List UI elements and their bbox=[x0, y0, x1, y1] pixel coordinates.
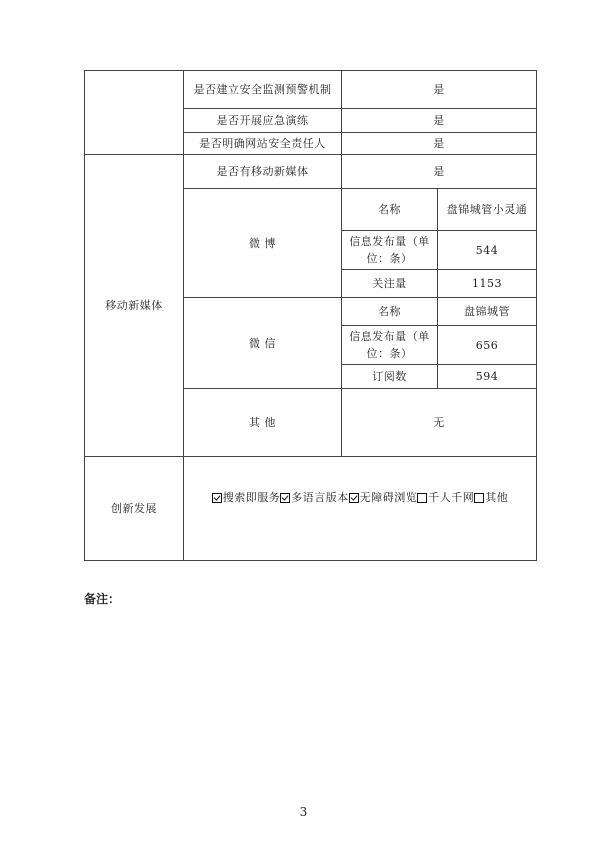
wechat-posts-value: 656 bbox=[438, 326, 537, 365]
note-label: 备注： bbox=[84, 592, 121, 606]
blank-section-cell bbox=[85, 71, 184, 155]
wechat-name-value: 盘锦城管 bbox=[438, 298, 537, 326]
other-value: 无 bbox=[342, 389, 537, 457]
weibo-posts-value: 544 bbox=[438, 231, 537, 270]
weibo-name-value: 盘锦城管小灵通 bbox=[438, 189, 537, 231]
has-mobile-value: 是 bbox=[342, 155, 537, 189]
wechat-subs-value: 594 bbox=[438, 365, 537, 389]
wechat-posts-label: 信息发布量（单位：条） bbox=[342, 326, 438, 365]
wechat-subs-label: 订阅数 bbox=[342, 365, 438, 389]
option-multilanguage[interactable]: 多语言版本 bbox=[280, 489, 349, 506]
other-label: 其 他 bbox=[184, 389, 342, 457]
option-other[interactable]: 其他 bbox=[474, 489, 508, 506]
innovation-label: 创新发展 bbox=[85, 457, 184, 561]
report-table bbox=[84, 70, 537, 561]
wechat-label: 微 信 bbox=[184, 298, 342, 389]
option-search-service[interactable]: 搜索即服务 bbox=[212, 489, 281, 506]
row-value: 是 bbox=[342, 133, 537, 155]
checkbox-icon bbox=[417, 493, 427, 503]
weibo-name-label: 名称 bbox=[342, 189, 438, 231]
weibo-label: 微 博 bbox=[184, 189, 342, 298]
innovation-options bbox=[184, 457, 537, 561]
page-number: 3 bbox=[299, 805, 308, 819]
weibo-posts-label: 信息发布量（单位：条） bbox=[342, 231, 438, 270]
checkbox-icon bbox=[212, 493, 222, 503]
option-accessibility[interactable]: 无障碍浏览 bbox=[349, 489, 418, 506]
checkbox-icon bbox=[474, 493, 484, 503]
row-label: 是否建立安全监测预警机制 bbox=[184, 71, 342, 109]
weibo-followers-label: 关注量 bbox=[342, 270, 438, 298]
weibo-followers-value: 1153 bbox=[438, 270, 537, 298]
option-personalized[interactable]: 千人千网 bbox=[417, 489, 474, 506]
wechat-name-label: 名称 bbox=[342, 298, 438, 326]
row-label: 是否明确网站安全责任人 bbox=[184, 133, 342, 155]
checkbox-icon bbox=[349, 493, 359, 503]
row-value: 是 bbox=[342, 109, 537, 133]
mobile-section-label: 移动新媒体 bbox=[85, 155, 184, 457]
row-value: 是 bbox=[342, 71, 537, 109]
has-mobile-label: 是否有移动新媒体 bbox=[184, 155, 342, 189]
checkbox-icon bbox=[280, 493, 290, 503]
row-label: 是否开展应急演练 bbox=[184, 109, 342, 133]
